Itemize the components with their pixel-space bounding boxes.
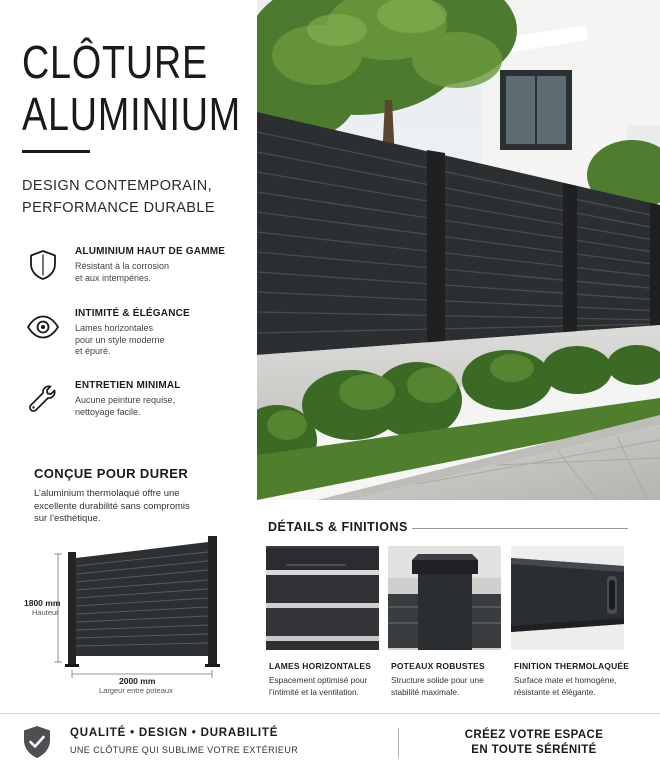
- feature-description: [75, 261, 225, 284]
- feature-desc-line: et aux intempéries.: [75, 272, 152, 283]
- detail-image-finition: [511, 546, 624, 650]
- width-value: 2000 mm: [119, 676, 156, 686]
- footer-title: QUALITÉ • DESIGN • DURABILITÉ: [70, 727, 279, 739]
- subtitle-line-1: DESIGN CONTEMPORAIN,: [22, 178, 213, 194]
- detail-desc-line: stabilité maximale.: [391, 686, 460, 697]
- width-label: Largeur entre poteaux: [99, 686, 173, 695]
- durability-desc-line: sur l’esthétique.: [34, 513, 101, 524]
- detail-desc-line: Espacement optimisé pour: [269, 675, 368, 685]
- detail-desc-finition: [514, 675, 636, 698]
- detail-desc-line: Structure solide pour une: [391, 675, 484, 685]
- hero-fence-photo: [257, 0, 660, 500]
- title-line-2: ALUMINIUM: [22, 88, 242, 140]
- cta-line-1: CRÉEZ VOTRE ESPACE: [464, 729, 604, 741]
- footer-cta: [408, 728, 660, 758]
- feature-description: [75, 395, 225, 418]
- detail-image-lames: [266, 546, 379, 650]
- feature-title: ALUMINIUM HAUT DE GAMME: [75, 246, 226, 257]
- subtitle: [22, 175, 215, 219]
- detail-desc-line: résistante et élégante.: [514, 686, 596, 697]
- feature-desc-line: Lames horizontales: [75, 323, 154, 333]
- height-value: 1800 mm: [24, 598, 61, 608]
- detail-image-poteaux: [388, 546, 501, 650]
- feature-desc-line: Aucune peinture requise,: [75, 395, 176, 405]
- feature-description: [75, 323, 225, 358]
- details-divider: [412, 528, 628, 529]
- durability-description: [34, 488, 244, 526]
- check-shield-icon: [22, 725, 52, 759]
- title-line-1: CLÔTURE: [22, 36, 208, 88]
- wrench-icon: [26, 382, 60, 416]
- hero-illustration: [257, 0, 660, 500]
- title-divider: [22, 150, 90, 153]
- details-title: DÉTAILS & FINITIONS: [268, 520, 408, 534]
- shield-icon: [26, 248, 60, 282]
- subtitle-line-2: PERFORMANCE DURABLE: [22, 200, 215, 216]
- eye-icon: [26, 310, 60, 344]
- footer-divider: [0, 713, 660, 714]
- durability-title: CONÇUE POUR DURER: [34, 466, 189, 481]
- feature-title: ENTRETIEN MINIMAL: [75, 380, 181, 391]
- detail-title-finition: FINITION THERMOLAQUÉE: [514, 661, 630, 671]
- feature-desc-line: nettoyage facile.: [75, 406, 141, 417]
- detail-desc-lames: [269, 675, 391, 698]
- feature-desc-line: Résistant à la corrosion: [75, 261, 170, 271]
- feature-title: INTIMITÉ & ÉLÉGANCE: [75, 308, 190, 319]
- footer-vertical-divider: [398, 728, 399, 758]
- detail-desc-line: Surface mate et homogène,: [514, 675, 617, 685]
- cta-line-2: EN TOUTE SÉRÉNITÉ: [471, 744, 597, 756]
- durability-desc-line: L’aluminium thermolaqué offre une: [34, 488, 180, 499]
- detail-desc-poteaux: [391, 675, 513, 698]
- footer-subtitle: UNE CLÔTURE QUI SUBLIME VOTRE EXTÉRIEUR: [70, 745, 299, 755]
- height-label: Hauteur: [32, 608, 59, 617]
- detail-desc-line: l’intimité et la ventilation.: [269, 686, 359, 697]
- durability-desc-line: excellente durabilité sans compromis: [34, 500, 190, 512]
- feature-desc-line: et épuré.: [75, 346, 111, 356]
- detail-title-poteaux: POTEAUX ROBUSTES: [391, 661, 485, 671]
- detail-title-lames: LAMES HORIZONTALES: [269, 661, 372, 671]
- feature-desc-line: pour un style moderne: [75, 334, 165, 345]
- page-title: [22, 36, 241, 140]
